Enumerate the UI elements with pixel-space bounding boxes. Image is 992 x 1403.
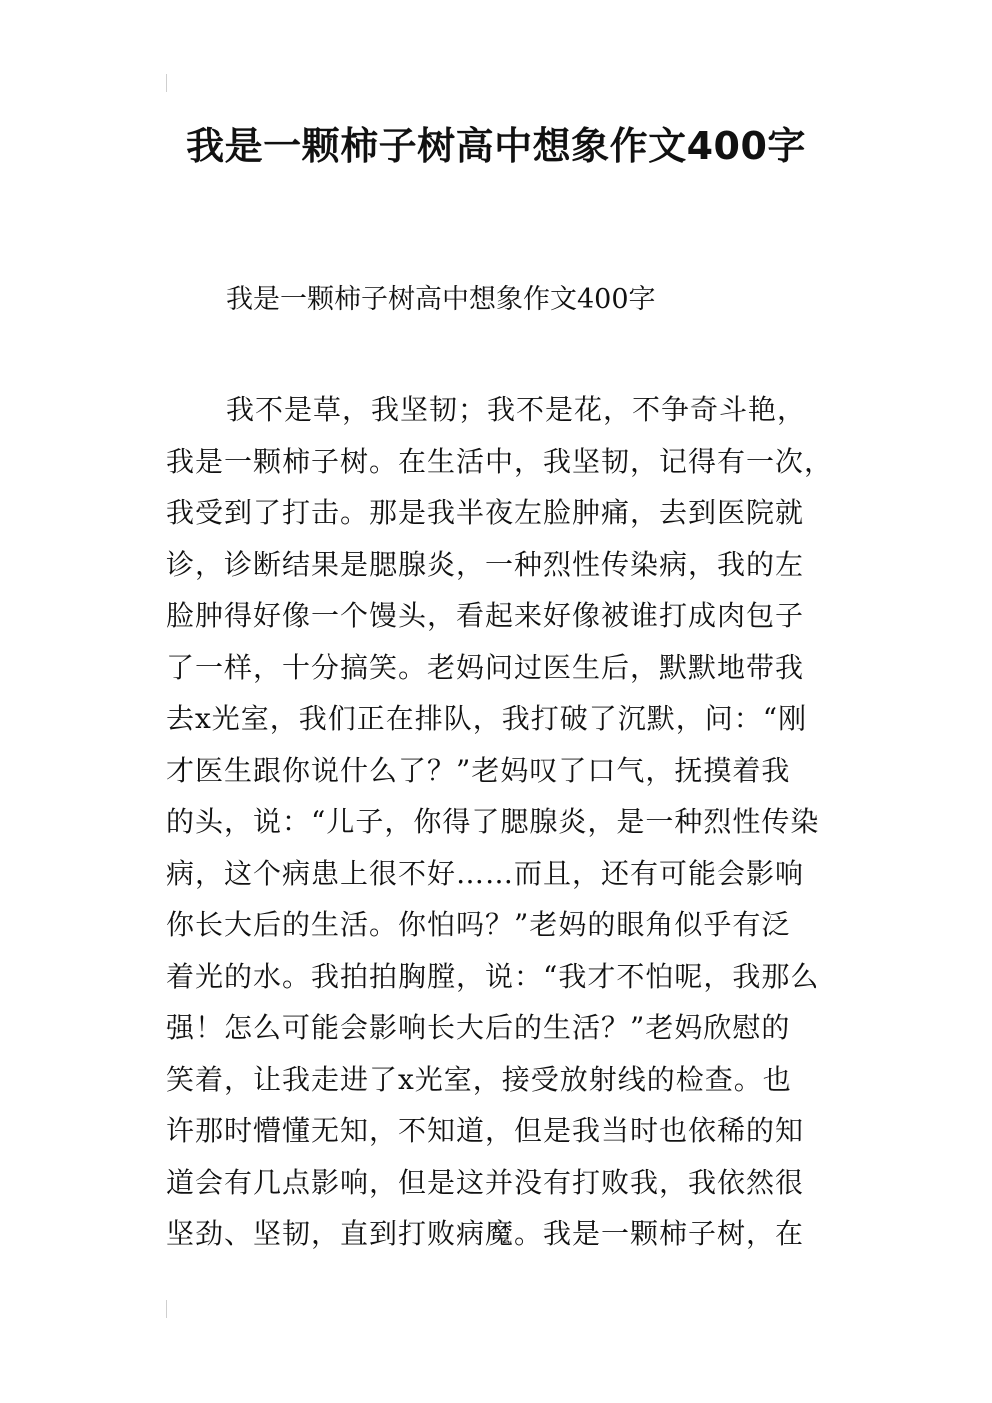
essay-body [166, 384, 834, 1260]
essay-line: 强！怎么可能会影响长大后的生活？”老妈欣慰的 [166, 1011, 791, 1044]
essay-line: 我是一颗柿子树。在生活中，我坚韧，记得有一次， [166, 444, 834, 478]
corner-crop-mark-top [166, 74, 167, 92]
essay-line: 着光的水。我拍拍胸膛，说：“我才不怕呢，我那么 [166, 959, 820, 993]
essay-line: 许那时懵懂无知，不知道，但是我当时也依稀的知 [166, 1114, 805, 1147]
essay-line: 病，这个病患上很不好……而且，还有可能会影响 [166, 856, 805, 890]
essay-line: 去x光室，我们正在排队，我打破了沉默，问：“刚 [166, 702, 808, 735]
essay-line: 了一样，十分搞笑。老妈问过医生后，默默地带我 [166, 650, 805, 684]
essay-line: 才医生跟你说什么了？”老妈叹了口气，抚摸着我 [166, 753, 791, 787]
essay-line: 道会有几点影响，但是这并没有打败我，我依然很 [166, 1165, 805, 1199]
document-title: 我是一颗柿子树高中想象作文400字 [186, 124, 806, 168]
essay-line: 坚劲、坚韧，直到打败病魔。我是一颗柿子树，在 [166, 1217, 805, 1250]
essay-line: 脸肿得好像一个馒头，看起来好像被谁打成肉包子 [166, 599, 805, 632]
essay-line: 笑着，让我走进了x光室，接受放射线的检查。也 [166, 1062, 792, 1096]
document-subtitle: 我是一颗柿子树高中想象作文400字 [226, 284, 656, 315]
essay-line: 诊，诊断结果是腮腺炎，一种烈性传染病，我的左 [166, 547, 805, 581]
essay-line: 你长大后的生活。你怕吗？”老妈的眼角似乎有泛 [166, 908, 791, 941]
essay-line: 的头，说：“儿子，你得了腮腺炎，是一种烈性传染 [166, 805, 820, 838]
essay-line: 我受到了打击。那是我半夜左脸肿痛，去到医院就 [166, 496, 805, 529]
essay-line: 我不是草，我坚韧；我不是花，不争奇斗艳， [226, 393, 807, 426]
corner-crop-mark-bottom [166, 1300, 167, 1318]
